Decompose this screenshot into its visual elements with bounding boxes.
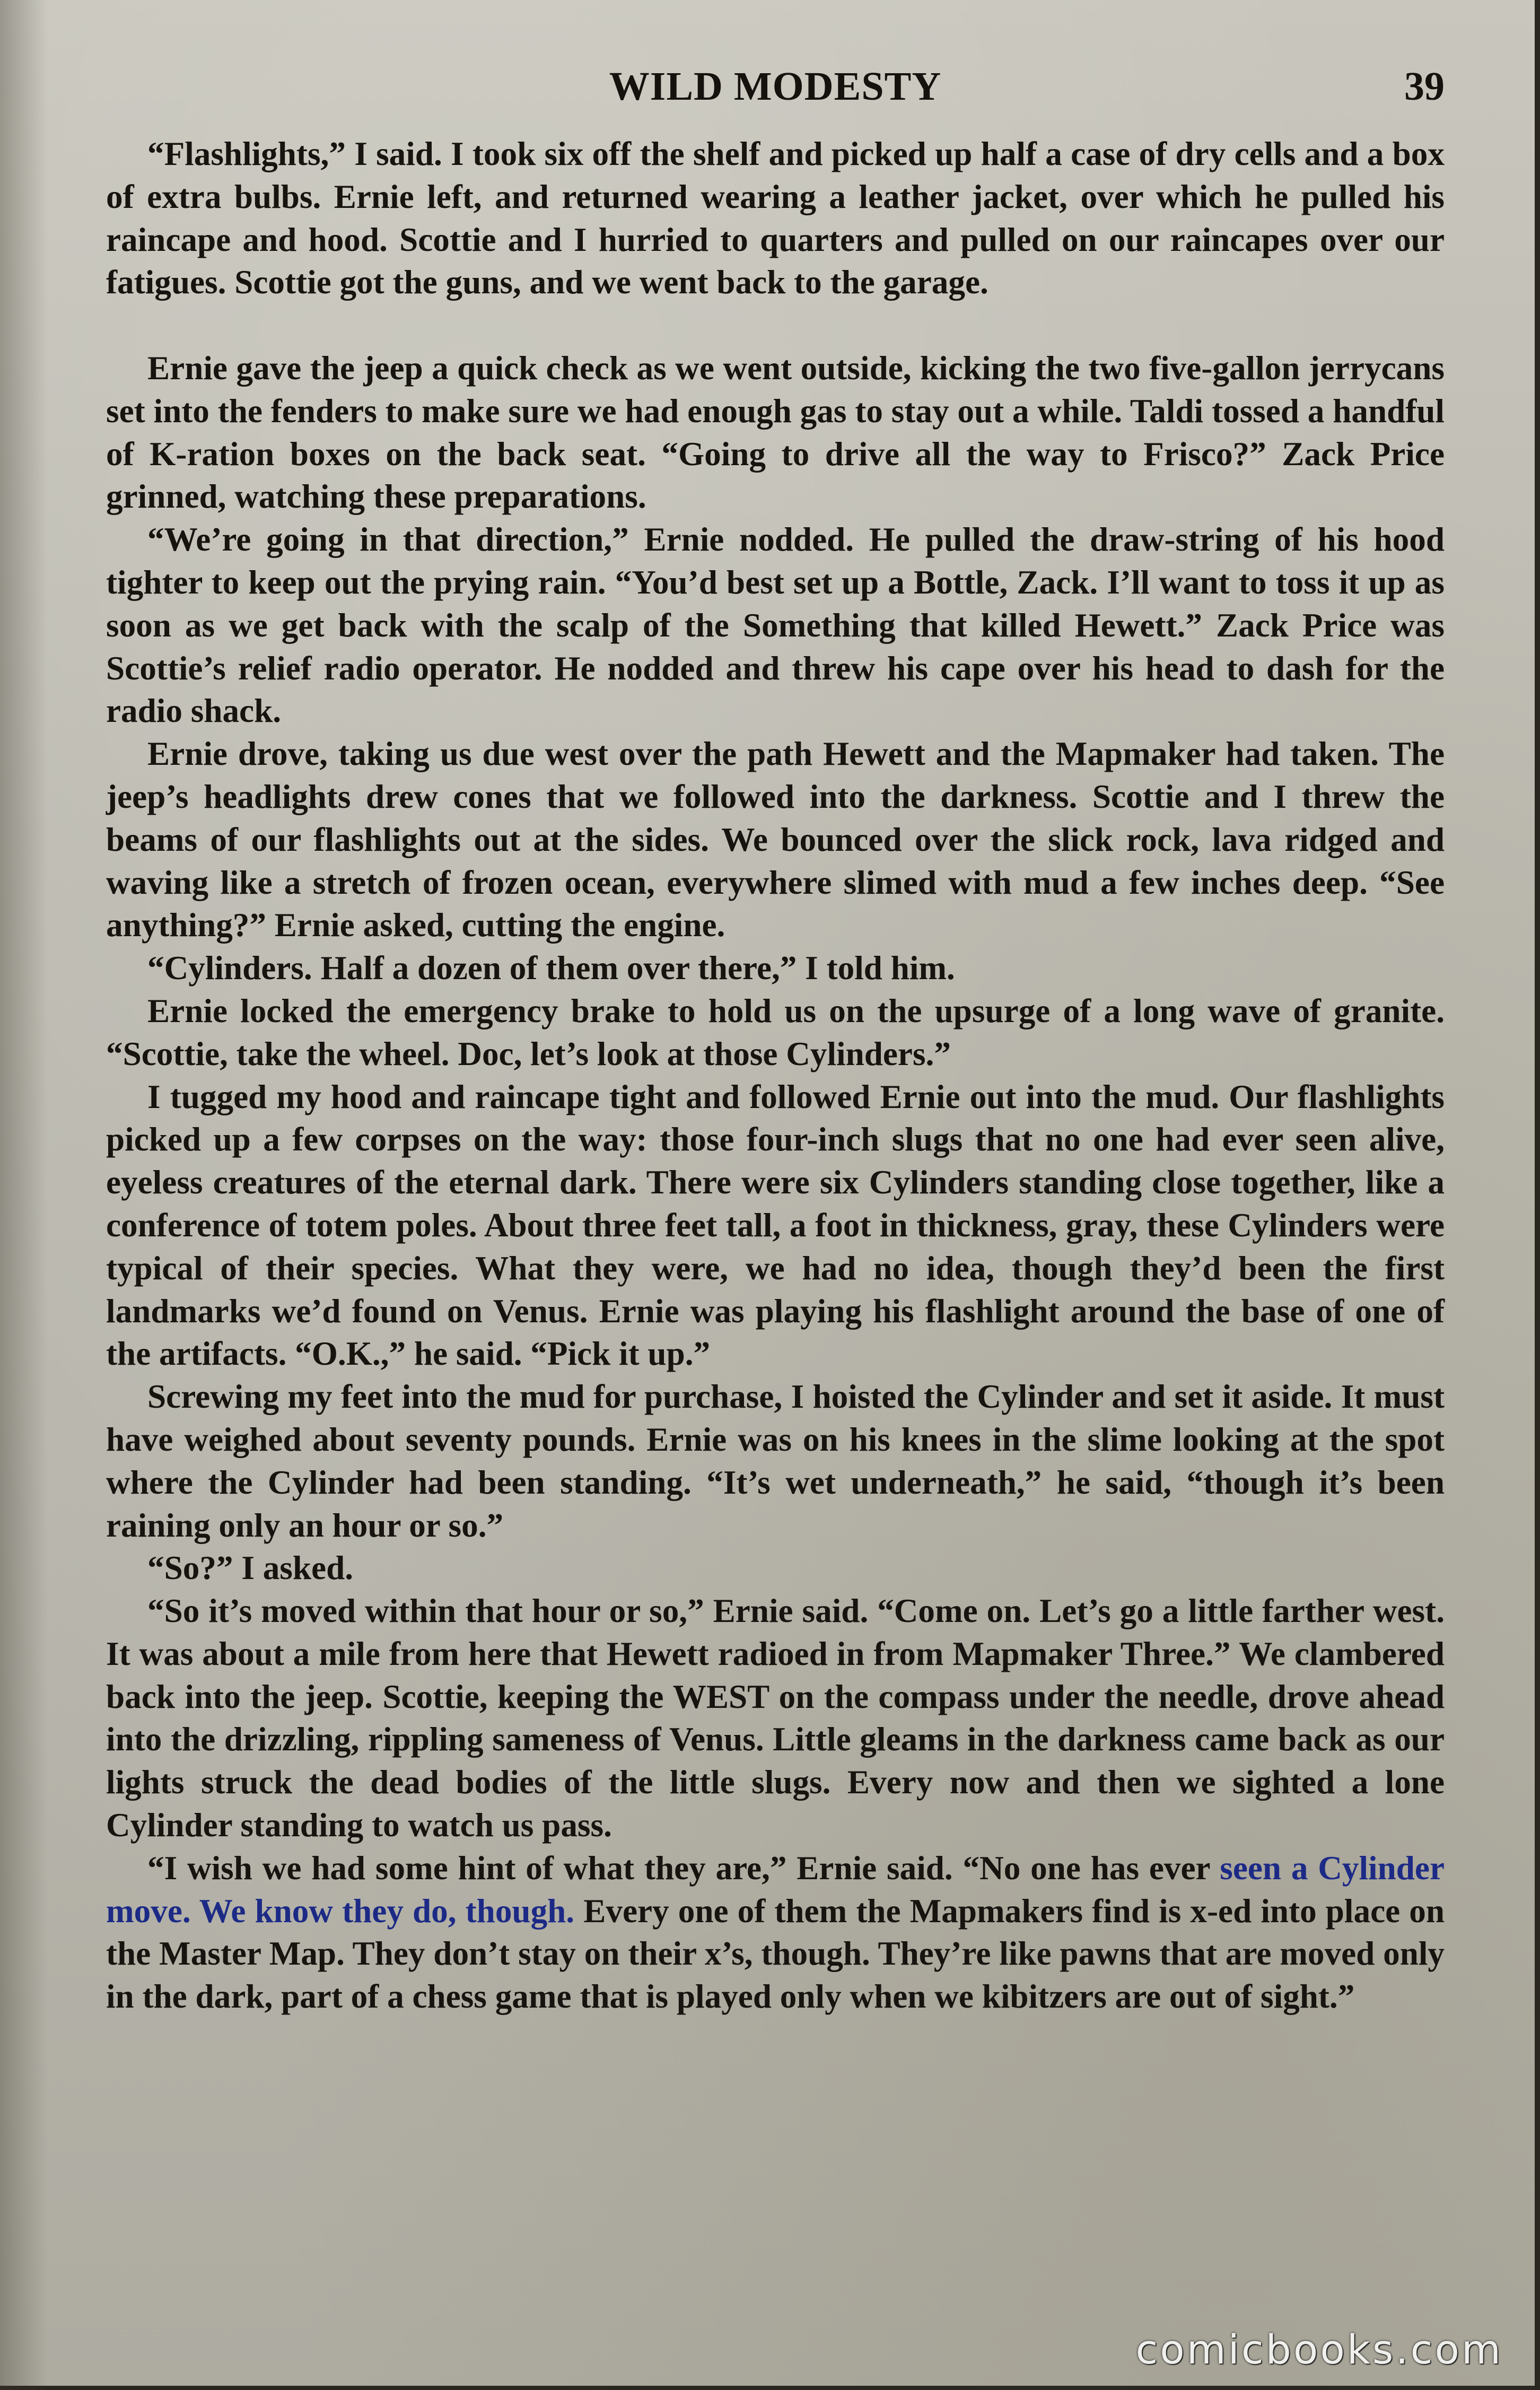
paragraph-11-part1: “I wish we had some hint of what they are,” Ernie said. “No one has ever	[147, 1849, 1220, 1887]
paragraph-1: “Flashlights,” I said. I took six off the shelf and picked up half a case of dry cells and a box of extra bulbs. Ernie left, and returned wearing a leather jacket, over which he pulled his raincape and hood. Scottie and I hurried to quarters and pulled on our raincapes over our fatigues. Scottie got the guns, and we went back to the garage.	[106, 135, 1445, 301]
paragraph-8: Screwing my feet into the mud for purchase, I hoisted the Cylinder and set it aside. It must have weighed about seventy pounds. Ernie was on his knees in the slime looking at the spot where the Cylinder had been standing. “It’s wet underneath,” he said, “though it’s been raining only an hour or so.”	[106, 1378, 1445, 1544]
running-head: WILD MODESTY	[609, 64, 942, 109]
paragraph-4: Ernie drove, taking us due west over the path Hewett and the Mapmaker had taken. The jeep’s headlights drew cones that we followed into the darkness. Scottie and I threw the beams of our flashlights out at the sides. We bounced over the slick rock, lava ridged and waving like a stretch of frozen ocean, everywhere slimed with mud a few inches deep. “See anything?” Ernie asked, cutting the engine.	[106, 735, 1445, 944]
page-number: 39	[1404, 64, 1445, 109]
paragraph-11-part2: Every one of them the Mapmakers find is x-ed into place on the Master Map. They don’t stay on their x’s, though. They’re like pawns that are moved only in the dark, part of a chess game that is played only when we kibitzers are out of sight.”	[106, 1892, 1445, 2016]
spine-shadow	[0, 0, 48, 2390]
paragraph-11-blue-part: seen a Cylinder move. We know they do, though.	[106, 1849, 1445, 1930]
page-header	[106, 64, 1445, 122]
paragraph-9: “So?” I asked.	[147, 1549, 354, 1587]
paragraph-10: “So it’s moved within that hour or so,” Ernie said. “Come on. Let’s go a little farther west. It was about a mile from here that Hewett radioed in from Mapmaker Three.” We clambered back into the jeep. Scottie, keeping the WEST on the compass under the needle, drove ahead into the drizzling, rippling sameness of Venus. Little gleams in the darkness came back as our lights struck the dead bodies of the little slugs. Every now and then we sighted a lone Cylinder standing to watch us pass.	[106, 1592, 1445, 1844]
paragraph-3: “We’re going in that direction,” Ernie nodded. He pulled the draw-string of his hood tighter to keep out the prying rain. “You’d best set up a Bottle, Zack. I’ll want to toss it up as soon as we get back with the scalp of the Something that killed Hewett.” Zack Price was Scottie’s relief radio operator. He nodded and threw his cape over his head to dash for the radio shack.	[106, 521, 1445, 730]
paragraph-6: Ernie locked the emergency brake to hold us on the upsurge of a long wave of granite. “Scottie, take the wheel. Doc, let’s look at those Cylinders.”	[106, 992, 1445, 1072]
watermark: comicbooks.com	[1135, 2326, 1503, 2373]
paragraph-7: I tugged my hood and raincape tight and followed Ernie out into the mud. Our flashlights picked up a few corpses on the way: those four-inch slugs that no one had ever seen alive, eyeless creatures of the eternal dark. There were six Cylinders standing close together, like a conference of totem poles. About three feet tall, a foot in thickness, gray, these Cylinders were typical of their species. What they were, we had no idea, though they’d been the first landmarks we’d found on Venus. Ernie was playing his flashlight around the base of one of the artifacts. “O.K.,” he said. “Pick it up.”	[106, 1078, 1445, 1373]
paragraph-2: Ernie gave the jeep a quick check as we went outside, kicking the two five-gallon jerrycans set into the fenders to make sure we had enough gas to stay out a while. Taldi tossed a handful of K-ration boxes on the back seat. “Going to drive all the way to Frisco?” Zack Price grinned, watching these preparations.	[106, 349, 1445, 516]
body-text	[106, 133, 1445, 2018]
paragraph-5: “Cylinders. Half a dozen of them over there,” I told him.	[147, 949, 955, 987]
paragraph-11	[106, 1847, 1445, 2018]
